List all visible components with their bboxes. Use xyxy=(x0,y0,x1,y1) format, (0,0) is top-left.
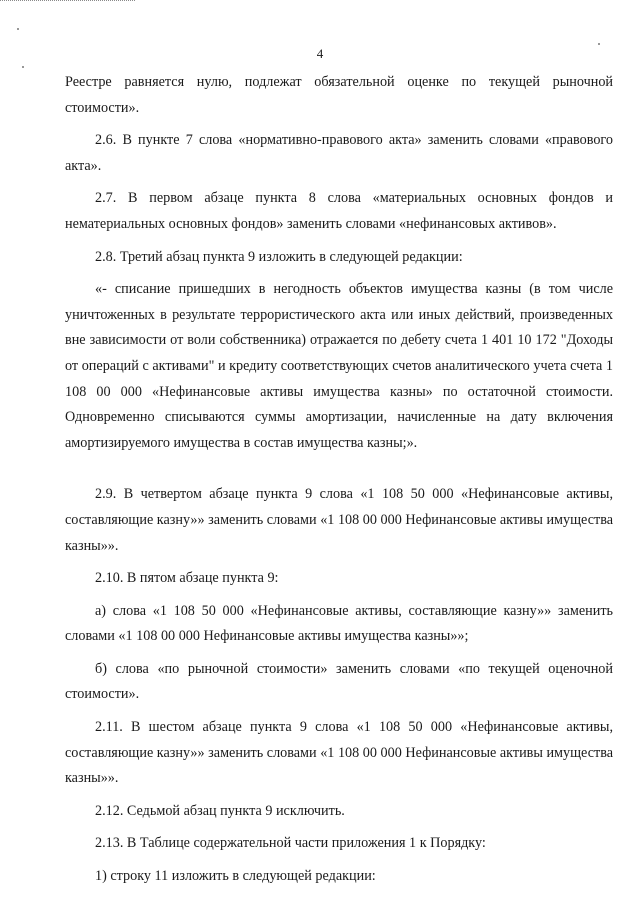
page-number: 4 xyxy=(316,46,324,61)
paragraph-2-13: 2.13. В Таблице содержательной части приложения 1 к Порядку: xyxy=(95,835,486,852)
paragraph-2-13-1: 1) строку 11 изложить в следующей редакции: xyxy=(95,868,376,885)
paragraph-2-8-quote: «- списание пришедших в негодность объектов имущества казны (в том числе уничтоженных в результате террористического акта или иных действий, произведенных вне зависимости от воли собственника) отражается по дебету счета 1 401 10 172 "Доходы от операций с активами" и кредиту соответствующих счетов аналитического учета счета 1 108 00 000 «Нефинансовые активы имущества казны» по остаточной стоимости. Одновременно списываются суммы амортизации, начисленные на дату включения амортизируемого имущества в состав имущества казны;». xyxy=(65,281,613,451)
scan-speck xyxy=(17,28,19,30)
paragraph-2-6: 2.6. В пункте 7 слова «нормативно-правового акта» заменить словами «правового акта». xyxy=(65,132,613,174)
paragraph-2-10-b: б) слова «по рыночной стоимости» заменить словами «по текущей оценочной стоимости». xyxy=(65,660,613,703)
paragraph-2-10-a: а) слова «1 108 50 000 «Нефинансовые активы, составляющие казну»» заменить словами «1 108 00 000 Нефинансовые активы имущества казны»»; xyxy=(65,602,613,645)
paragraph-continuation: Реестре равняется нулю, подлежат обязательной оценке по текущей рыночной стоимости». xyxy=(65,74,613,116)
paragraph-2-11: 2.11. В шестом абзаце пункта 9 слова «1 108 50 000 «Нефинансовые активы, составляющие казну»» заменить словами «1 108 00 000 Нефинансовые активы имущества казны»». xyxy=(65,719,613,787)
paragraph-2-9: 2.9. В четвертом абзаце пункта 9 слова «1 108 50 000 «Нефинансовые активы, составляющие казну»» заменить словами «1 108 00 000 Нефинансовые активы имущества казны»». xyxy=(65,486,613,554)
paragraph-2-12: 2.12. Седьмой абзац пункта 9 исключить. xyxy=(95,802,345,819)
scan-edge-mark xyxy=(0,0,135,1)
paragraph-2-7: 2.7. В первом абзаце пункта 8 слова «материальных основных фондов и нематериальных основных фондов» заменить словами «нефинансовых активов». xyxy=(65,190,613,232)
document-body xyxy=(65,70,613,897)
scan-speck xyxy=(598,43,600,45)
paragraph-2-8: 2.8. Третий абзац пункта 9 изложить в следующей редакции: xyxy=(95,248,463,265)
paragraph-2-10: 2.10. В пятом абзаце пункта 9: xyxy=(95,570,279,587)
scan-speck xyxy=(22,66,24,68)
